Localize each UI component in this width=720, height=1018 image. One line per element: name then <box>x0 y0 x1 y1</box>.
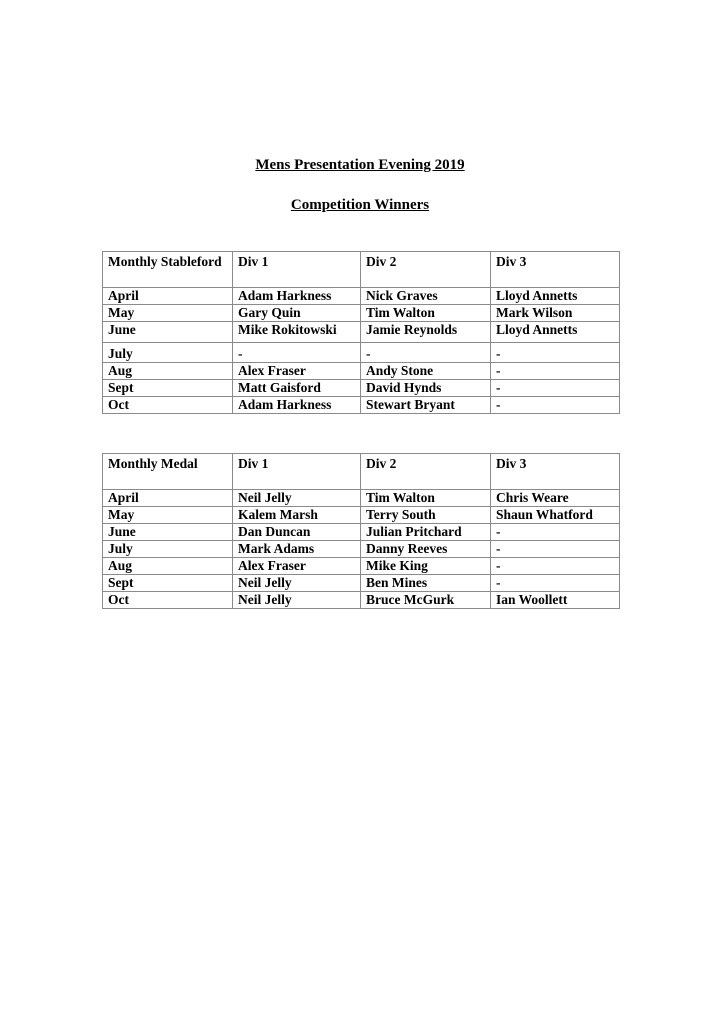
div1-winner-cell: Dan Duncan <box>233 524 361 541</box>
div3-winner-cell: Mark Wilson <box>491 305 620 322</box>
column-header: Monthly Stableford <box>103 252 233 288</box>
table-row <box>103 288 620 305</box>
document-subtitle <box>0 196 720 214</box>
div1-winner-cell: Adam Harkness <box>233 397 361 414</box>
table-row <box>103 380 620 397</box>
month-cell: Aug <box>103 363 233 380</box>
div3-winner-cell: - <box>491 558 620 575</box>
table-row <box>103 490 620 507</box>
div3-winner-cell: Ian Woollett <box>491 592 620 609</box>
div3-winner-cell: Shaun Whatford <box>491 507 620 524</box>
month-cell: April <box>103 288 233 305</box>
div2-winner-cell: Stewart Bryant <box>361 397 491 414</box>
month-cell: Aug <box>103 558 233 575</box>
stableford-table <box>102 251 620 414</box>
table-row <box>103 558 620 575</box>
div2-winner-cell: Bruce McGurk <box>361 592 491 609</box>
div2-winner-cell: - <box>361 343 491 363</box>
div1-winner-cell: Neil Jelly <box>233 575 361 592</box>
table-row <box>103 363 620 380</box>
div3-winner-cell: - <box>491 363 620 380</box>
table-row <box>103 305 620 322</box>
column-header: Div 2 <box>361 252 491 288</box>
month-cell: June <box>103 322 233 343</box>
div3-winner-cell: - <box>491 524 620 541</box>
document-title-text: Mens Presentation Evening 2019 <box>255 157 465 173</box>
table-row <box>103 575 620 592</box>
div3-winner-cell: Lloyd Annetts <box>491 322 620 343</box>
div3-winner-cell: - <box>491 541 620 558</box>
table-row <box>103 541 620 558</box>
document-title <box>0 156 720 174</box>
month-cell: Oct <box>103 592 233 609</box>
column-header: Monthly Medal <box>103 454 233 490</box>
div1-winner-cell: Neil Jelly <box>233 490 361 507</box>
table-row <box>103 397 620 414</box>
table-row <box>103 524 620 541</box>
document-subtitle-text: Competition Winners <box>290 197 430 213</box>
div3-winner-cell: - <box>491 397 620 414</box>
month-cell: April <box>103 490 233 507</box>
table-row <box>103 322 620 343</box>
div3-winner-cell: - <box>491 380 620 397</box>
div1-winner-cell: Alex Fraser <box>233 363 361 380</box>
div2-winner-cell: Tim Walton <box>361 490 491 507</box>
month-cell: May <box>103 507 233 524</box>
column-header: Div 2 <box>361 454 491 490</box>
div2-winner-cell: Tim Walton <box>361 305 491 322</box>
div2-winner-cell: Ben Mines <box>361 575 491 592</box>
table-header-row <box>103 454 620 490</box>
medal-table <box>102 453 620 609</box>
div2-winner-cell: Julian Pritchard <box>361 524 491 541</box>
div3-winner-cell: Lloyd Annetts <box>491 288 620 305</box>
month-cell: July <box>103 343 233 363</box>
div1-winner-cell: Gary Quin <box>233 305 361 322</box>
month-cell: Sept <box>103 575 233 592</box>
div3-winner-cell: - <box>491 575 620 592</box>
div2-winner-cell: David Hynds <box>361 380 491 397</box>
column-header: Div 3 <box>491 252 620 288</box>
div2-winner-cell: Nick Graves <box>361 288 491 305</box>
div3-winner-cell: - <box>491 343 620 363</box>
column-header: Div 3 <box>491 454 620 490</box>
div2-winner-cell: Terry South <box>361 507 491 524</box>
div2-winner-cell: Danny Reeves <box>361 541 491 558</box>
month-cell: Oct <box>103 397 233 414</box>
column-header: Div 1 <box>233 252 361 288</box>
table-header-row <box>103 252 620 288</box>
column-header: Div 1 <box>233 454 361 490</box>
div1-winner-cell: Kalem Marsh <box>233 507 361 524</box>
div1-winner-cell: - <box>233 343 361 363</box>
div1-winner-cell: Mark Adams <box>233 541 361 558</box>
div1-winner-cell: Neil Jelly <box>233 592 361 609</box>
month-cell: July <box>103 541 233 558</box>
month-cell: Sept <box>103 380 233 397</box>
div1-winner-cell: Matt Gaisford <box>233 380 361 397</box>
month-cell: June <box>103 524 233 541</box>
div1-winner-cell: Mike Rokitowski <box>233 322 361 343</box>
month-cell: May <box>103 305 233 322</box>
div1-winner-cell: Alex Fraser <box>233 558 361 575</box>
div2-winner-cell: Andy Stone <box>361 363 491 380</box>
table-row <box>103 592 620 609</box>
div1-winner-cell: Adam Harkness <box>233 288 361 305</box>
table-row <box>103 343 620 363</box>
div2-winner-cell: Jamie Reynolds <box>361 322 491 343</box>
div2-winner-cell: Mike King <box>361 558 491 575</box>
table-row <box>103 507 620 524</box>
div3-winner-cell: Chris Weare <box>491 490 620 507</box>
